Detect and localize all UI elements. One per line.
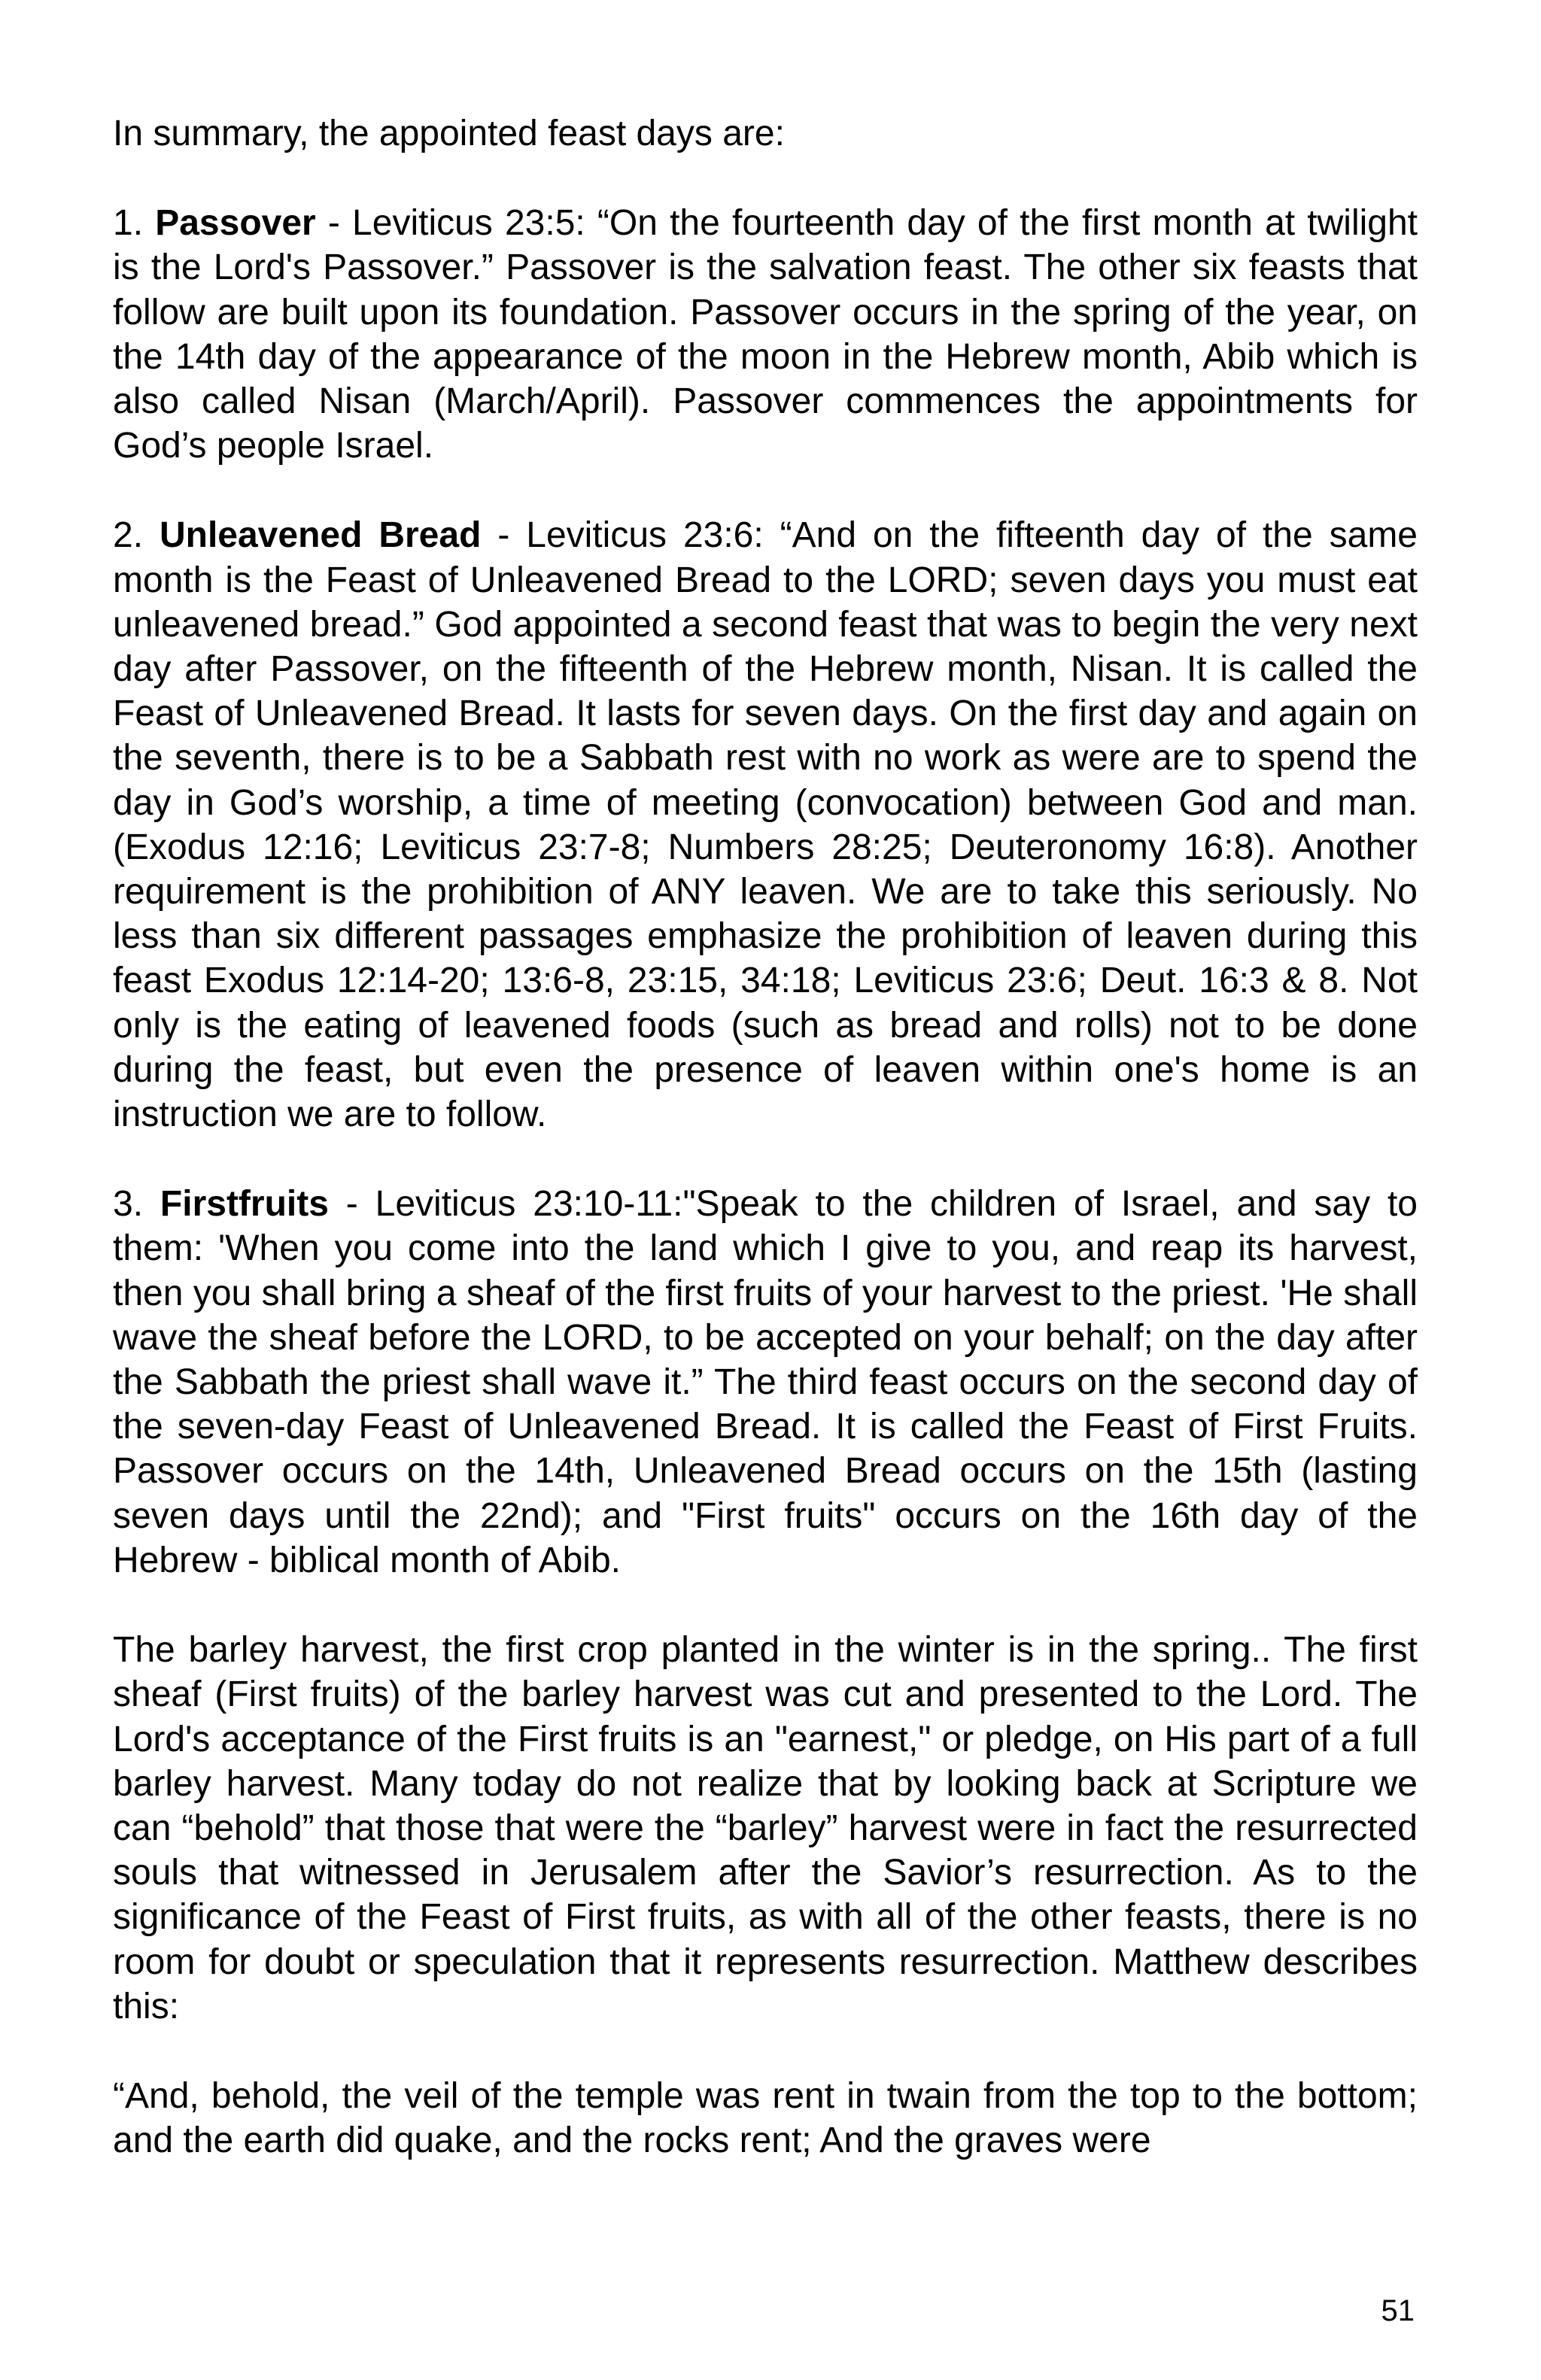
feast-number: 3.: [113, 1184, 144, 1225]
matthew-quote-paragraph: “And, behold, the veil of the temple was rent in twain from the top to the bottom; and the earth did quake, and the rocks rent; And the graves were: [113, 2075, 1418, 2161]
intro-text: In summary, the appointed feast days are:: [113, 114, 785, 153]
feast-unleavened-bread: [113, 513, 1418, 1137]
feast-number: 2.: [113, 515, 144, 556]
barley-harvest-paragraph: The barley harvest, the first crop planted in the winter is in the spring.. The first sheaf (First fruits) of the barley harvest was cut and presented to the Lord. The Lord's acceptance of the First fruits is an "earnest," or pledge, on His part of a full barley harvest. Many today do not realize that by looking back at Scripture we can “behold” that those that were the “barley” harvest were in fact the resurrected souls that witnessed in Jerusalem after the Savior’s resurrection. As to the significance of the Feast of First fruits, as with all of the other feasts, there is no room for doubt or speculation that it represents resurrection. Matthew describes this:: [113, 1630, 1418, 2026]
page-body: [113, 111, 1418, 2163]
feast-name: Firstfruits: [160, 1184, 329, 1225]
feast-passover: [113, 201, 1418, 468]
feast-number: 1.: [113, 203, 144, 244]
feast-firstfruits: [113, 1182, 1418, 1583]
feast-description: - Leviticus 23:10-11:"Speak to the children of Israel, and say to them: 'When you come into the land which I give to you, and reap its harvest, then you shall bring a sheaf of the first fruits of your harvest to the priest. 'He shall wave the sheaf before the LORD, to be accepted on your behalf; on the day after the Sabbath the priest shall wave it.” The third feast occurs on the second day of the seven-day Feast of Unleavened Bread. It is called the Feast of First Fruits. Passover occurs on the 14th, Unleavened Bread occurs on the 15th (lasting seven days until the 22nd); and "First fruits" occurs on the 16th day of the Hebrew - biblical month of Abib.: [113, 1184, 1418, 1580]
feast-description: - Leviticus 23:5: “On the fourteenth day of the first month at twilight is the Lord's Passover.” Passover is the salvation feast. The other six feasts that follow are built upon its foundation. Passover occurs in the spring of the year, on the 14th day of the appearance of the moon in the Hebrew month, Abib which is also called Nisan (March/April). Passover commences the appointments for God’s people Israel.: [113, 203, 1418, 466]
feast-name: Passover: [155, 203, 316, 244]
feast-description: - Leviticus 23:6: “And on the fifteenth day of the same month is the Feast of Unleavened Bread to the LORD; seven days you must eat unleavened bread.” God appointed a second feast that was to begin the very next day after Passover, on the fifteenth of the Hebrew month, Nisan. It is called the Feast of Unleavened Bread. It lasts for seven days. On the first day and again on the seventh, there is to be a Sabbath rest with no work as were are to spend the day in God’s worship, a time of meeting (convocation) between God and man. (Exodus 12:16; Leviticus 23:7-8; Numbers 28:25; Deuteronomy 16:8). Another requirement is the prohibition of ANY leaven. We are to take this seriously. No less than six different passages emphasize the prohibition of leaven during this feast Exodus 12:14-20; 13:6-8, 23:15, 34:18; Leviticus 23:6; Deut. 16:3 & 8. Not only is the eating of leavened foods (such as bread and rolls) not to be done during the feast, but even the presence of leaven within one's home is an instruction we are to follow.: [113, 515, 1418, 1135]
page-number: 51: [1381, 2294, 1415, 2327]
feast-name: Unleavened Bread: [159, 515, 482, 556]
